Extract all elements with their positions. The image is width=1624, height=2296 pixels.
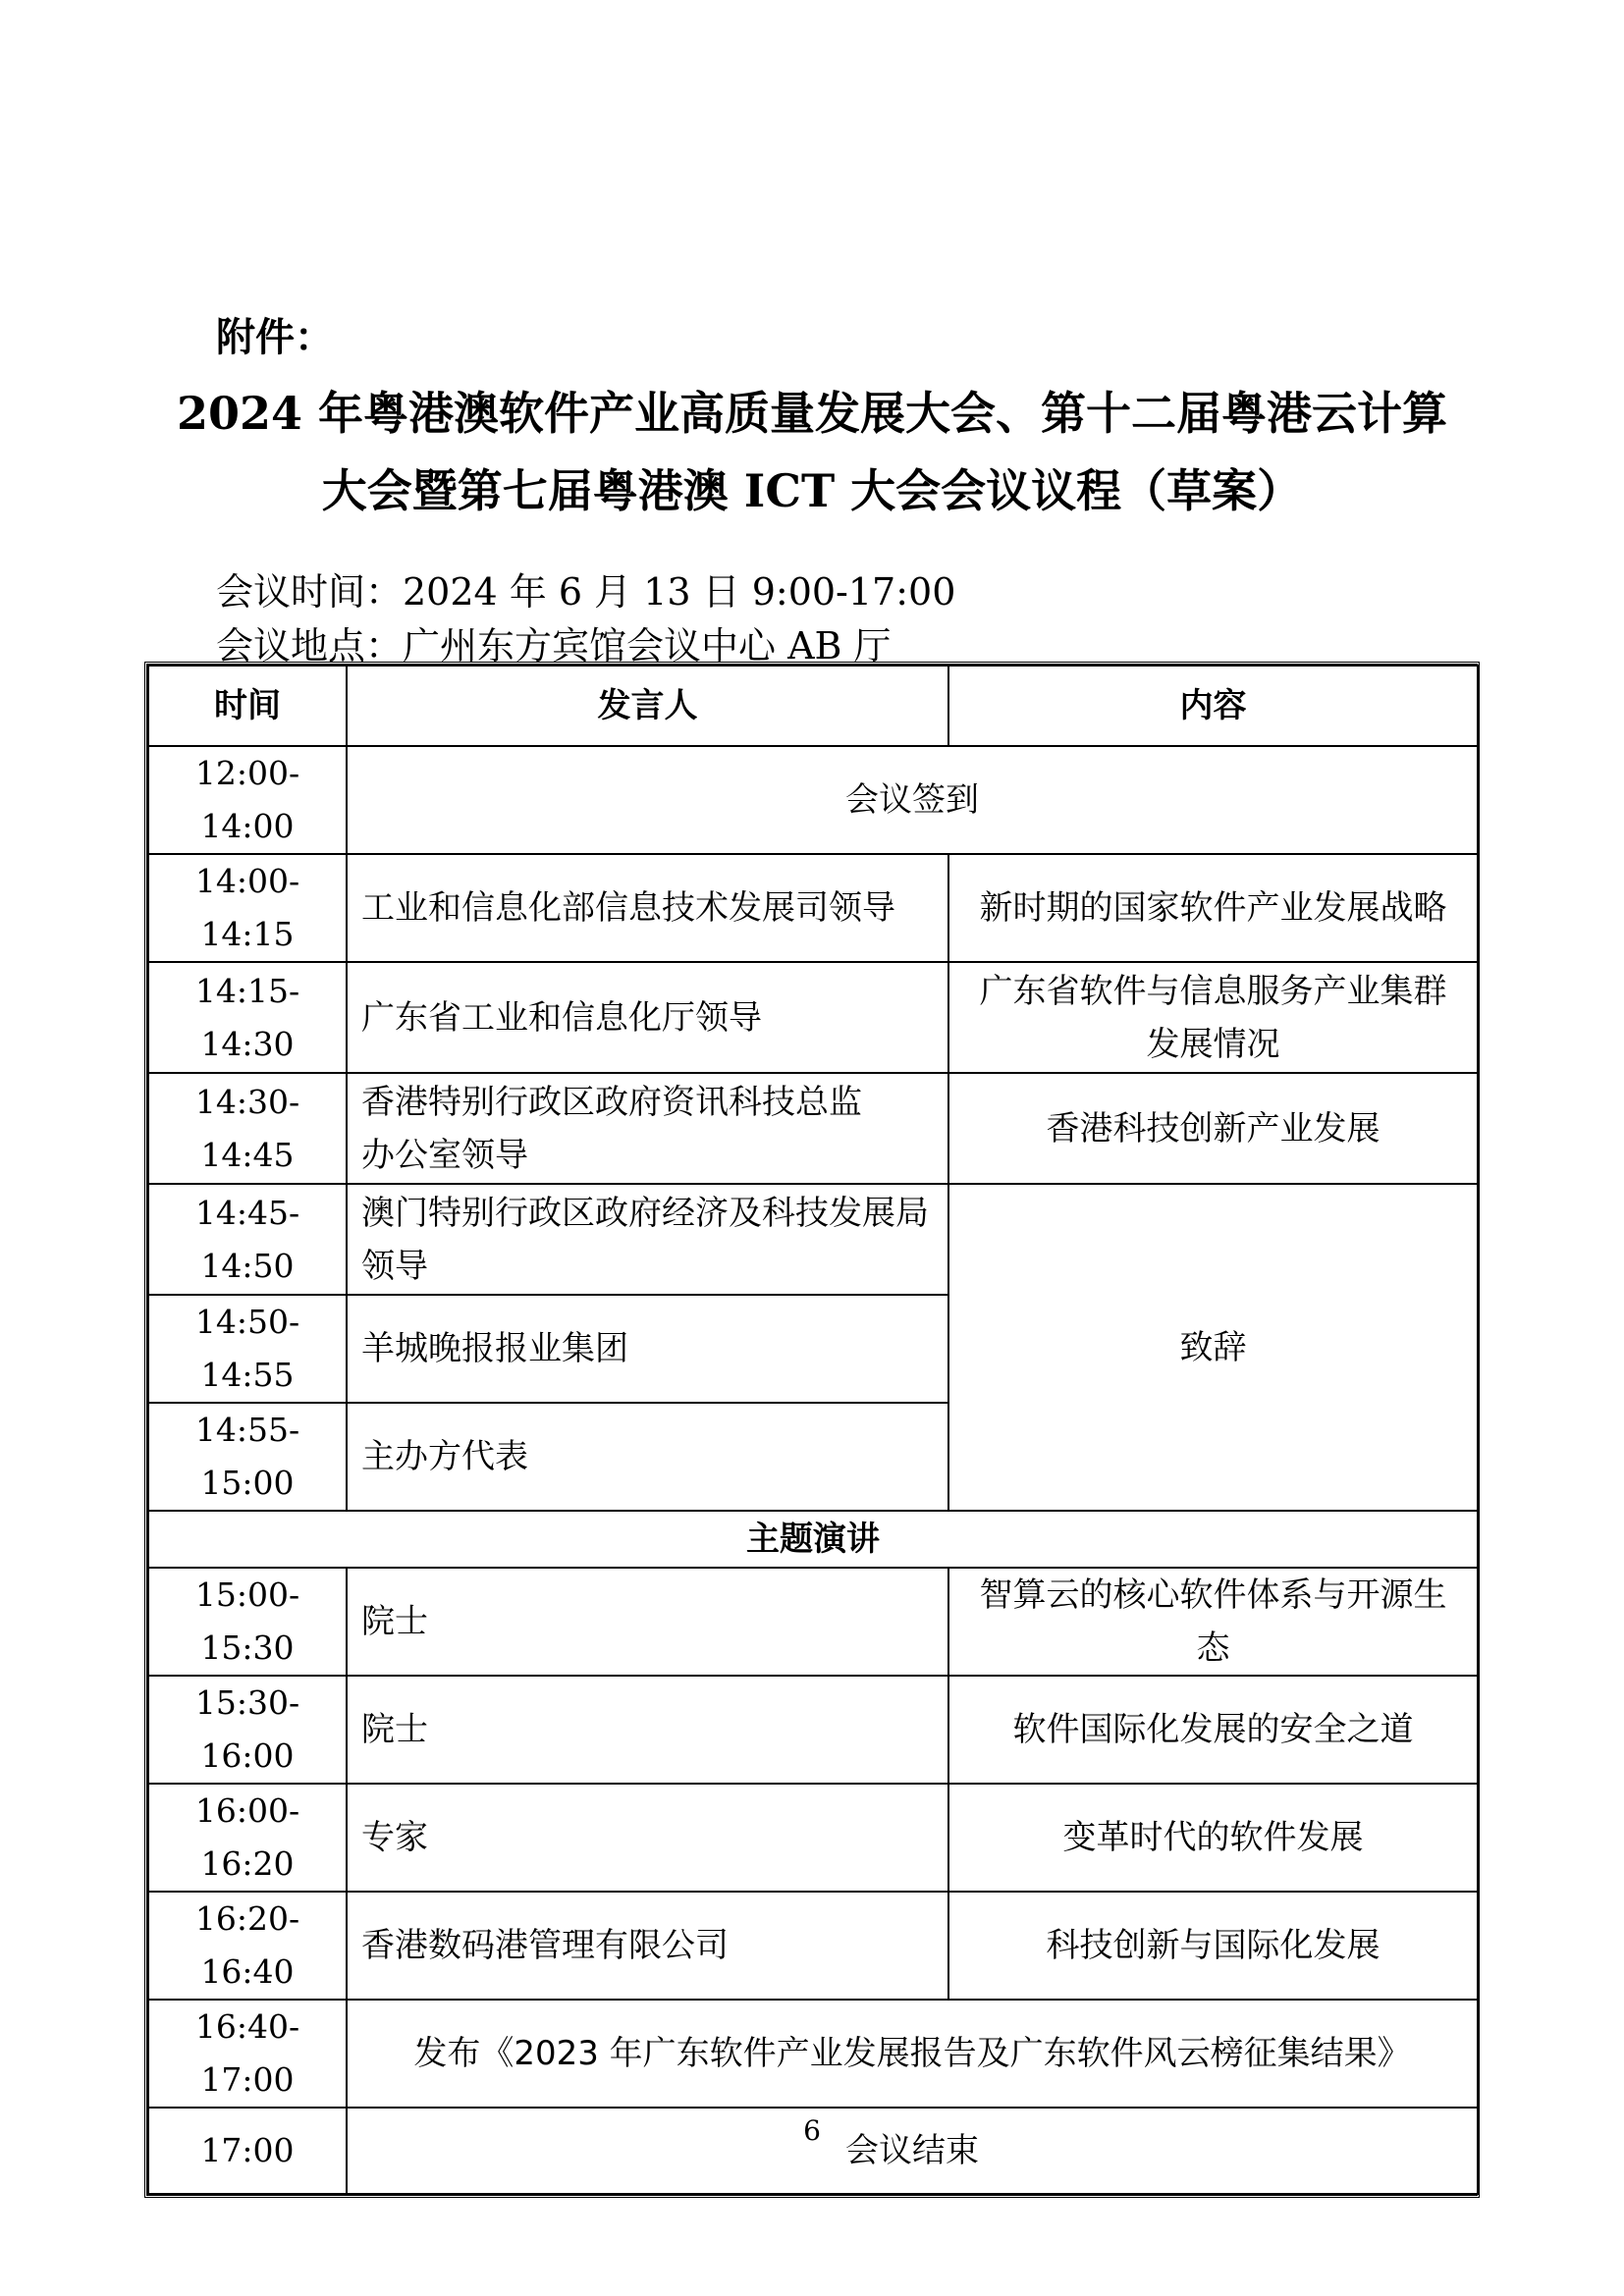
row-time: 14:45-14:50	[148, 1184, 347, 1295]
document-title-line-2: 大会暨第七届粤港澳 ICT 大会会议议程（草案）	[321, 464, 1303, 517]
header-content: 内容	[948, 666, 1478, 746]
table-row	[148, 1676, 1478, 1784]
row-speaker-line-2: 办公室领导	[361, 1135, 528, 1175]
row-speaker: 专家	[347, 1784, 948, 1892]
row-content: 智算云的核心软件体系与开源生态	[948, 1568, 1478, 1676]
row-content-line-1: 广东省软件与信息服务产业集群	[979, 971, 1447, 1011]
row-speaker: 工业和信息化部信息技术发展司领导	[347, 854, 948, 962]
row-full-content: 发布《2023 年广东软件产业发展报告及广东软件风云榜征集结果》	[347, 2000, 1478, 2108]
row-time: 16:20-16:40	[148, 1892, 347, 2000]
row-content: 科技创新与国际化发展	[948, 1892, 1478, 2000]
row-content-merged: 致辞	[948, 1184, 1478, 1511]
row-time: 14:00-14:15	[148, 854, 347, 962]
row-time: 16:00-16:20	[148, 1784, 347, 1892]
table-row	[148, 1892, 1478, 2000]
row-speaker-line-2: 领导	[361, 1246, 428, 1286]
row-speaker: 院士	[347, 1568, 948, 1676]
row-time: 14:30-14:45	[148, 1073, 347, 1184]
table-row	[148, 962, 1478, 1073]
section-title: 主题演讲	[148, 1511, 1478, 1568]
row-content	[948, 962, 1478, 1073]
table-row	[148, 746, 1478, 854]
document-title-line-1: 2024 年粤港澳软件产业高质量发展大会、第十二届粤港云计算	[176, 387, 1448, 440]
table-row	[148, 1568, 1478, 1676]
meeting-time: 会议时间：2024 年 6 月 13 日 9:00-17:00	[216, 570, 956, 614]
page-number: 6	[803, 2114, 821, 2147]
row-time: 12:00-14:00	[148, 746, 347, 854]
row-time: 15:30-16:00	[148, 1676, 347, 1784]
row-speaker: 主办方代表	[347, 1403, 948, 1511]
table-row	[148, 1073, 1478, 1184]
row-speaker	[347, 1073, 948, 1184]
row-speaker: 院士	[347, 1676, 948, 1784]
row-content-line-2: 发展情况	[1146, 1024, 1280, 1064]
row-full-content: 会议签到	[347, 746, 1478, 854]
row-speaker: 广东省工业和信息化厅领导	[347, 962, 948, 1073]
table-row	[148, 1184, 1478, 1295]
row-time: 14:55-15:00	[148, 1403, 347, 1511]
header-time: 时间	[148, 666, 347, 746]
attachment-label: 附件：	[216, 315, 334, 360]
row-speaker-line-1: 澳门特别行政区政府经济及科技发展局	[361, 1193, 929, 1233]
row-speaker	[347, 1184, 948, 1295]
row-time: 14:15-14:30	[148, 962, 347, 1073]
meeting-place: 会议地点：广州东方宾馆会议中心 AB 厅	[216, 624, 892, 667]
row-time: 16:40-17:00	[148, 2000, 347, 2108]
header-speaker: 发言人	[347, 666, 948, 746]
row-full-content: 会议结束	[347, 2108, 1478, 2194]
row-content: 香港科技创新产业发展	[948, 1073, 1478, 1184]
row-speaker-line-1: 香港特别行政区政府资讯科技总监	[361, 1082, 862, 1122]
row-content: 变革时代的软件发展	[948, 1784, 1478, 1892]
table-row	[148, 1784, 1478, 1892]
row-time: 14:50-14:55	[148, 1295, 347, 1403]
row-content: 新时期的国家软件产业发展战略	[948, 854, 1478, 962]
table-row	[148, 2000, 1478, 2108]
table-row	[148, 854, 1478, 962]
row-time: 17:00	[148, 2108, 347, 2194]
section-row	[148, 1511, 1478, 1568]
agenda-table	[144, 662, 1480, 2198]
row-time: 15:00-15:30	[148, 1568, 347, 1676]
row-speaker: 羊城晚报报业集团	[347, 1295, 948, 1403]
row-speaker: 香港数码港管理有限公司	[347, 1892, 948, 2000]
row-content: 软件国际化发展的安全之道	[948, 1676, 1478, 1784]
table-header-row	[148, 666, 1478, 746]
